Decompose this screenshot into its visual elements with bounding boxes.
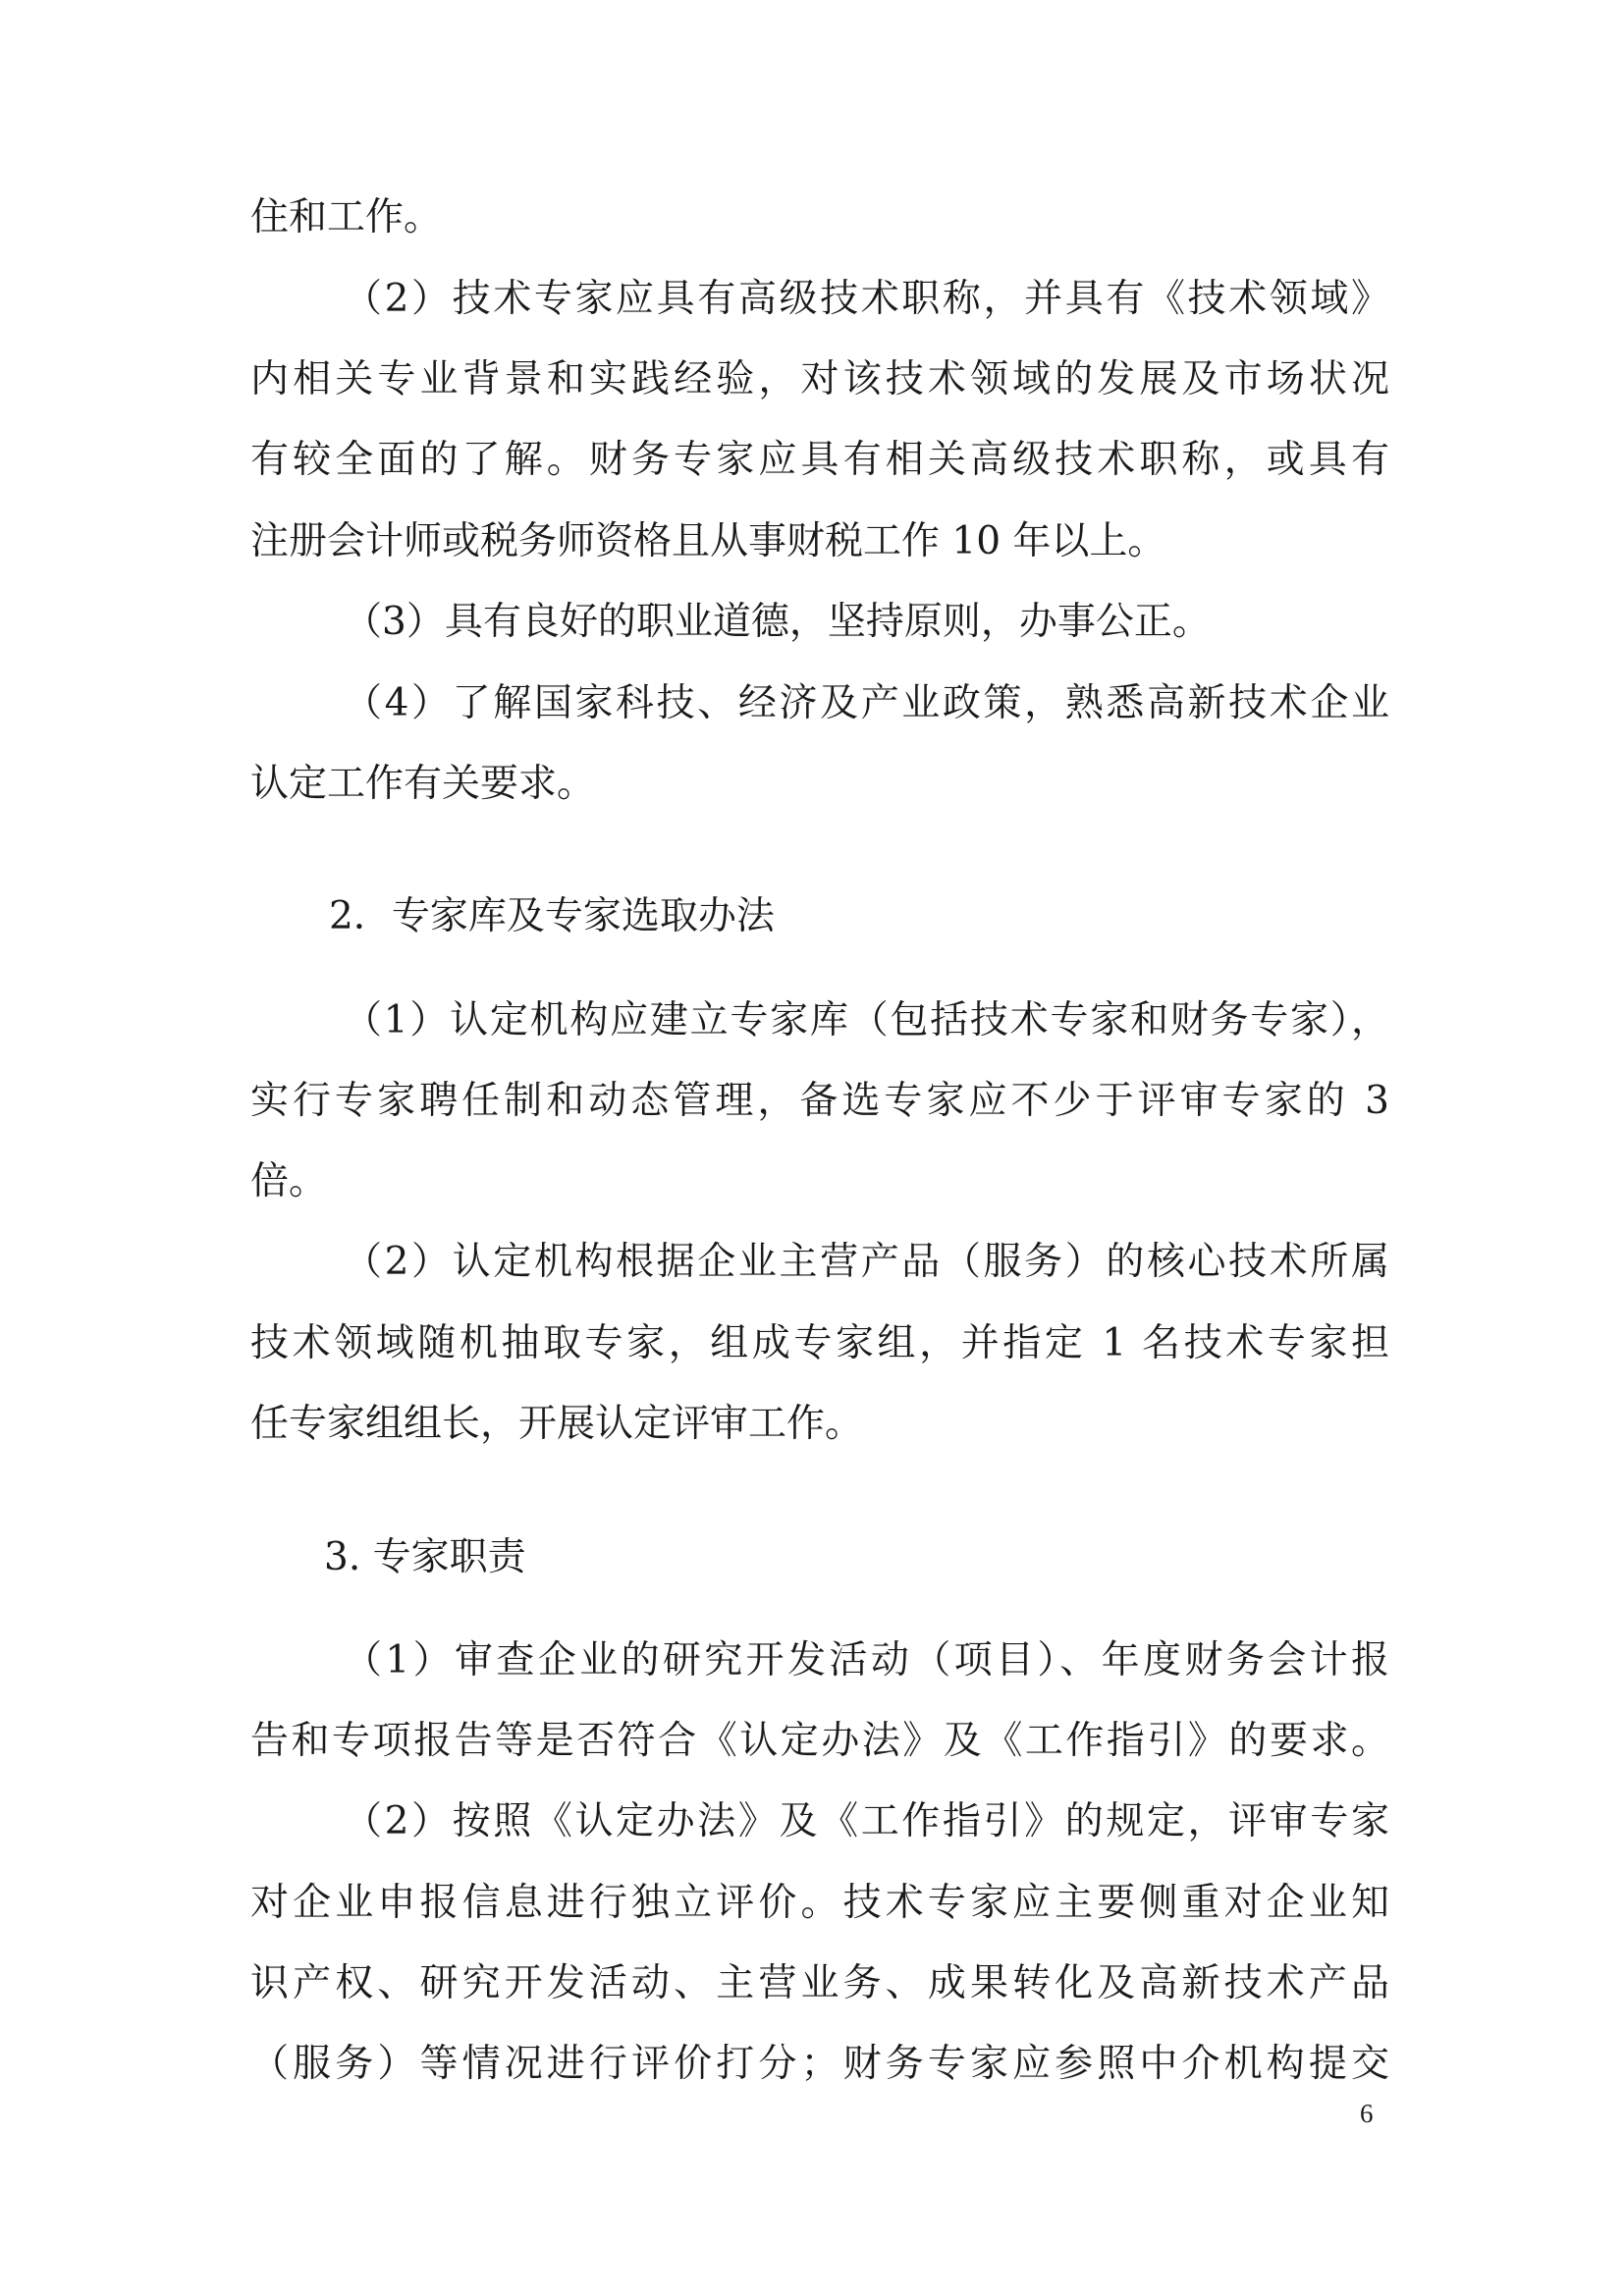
section-heading: 3. 专家职责 [324, 1535, 526, 1579]
text-line: （1）审查企业的研究开发活动（项目）、年度财务会计报 [344, 1638, 1389, 1682]
text-line: 住和工作。 [250, 195, 443, 240]
text-line: （2）技术专家应具有高级技术职称，并具有《技术领域》 [344, 277, 1389, 321]
text-line: （服务）等情况进行评价打分；财务专家应参照中介机构提交 [250, 2042, 1389, 2086]
text-line: 任专家组组长，开展认定评审工作。 [250, 1402, 864, 1446]
section-heading: 2．专家库及专家选取办法 [329, 894, 775, 938]
text-line: （4）了解国家科技、经济及产业政策，熟悉高新技术企业 [344, 681, 1389, 725]
text-line: 识产权、研究开发活动、主营业务、成果转化及高新技术产品 [250, 1961, 1389, 2005]
text-line: （2）认定机构根据企业主营产品（服务）的核心技术所属 [344, 1240, 1389, 1284]
text-line: 注册会计师或税务师资格且从事财税工作 10 年以上。 [250, 519, 1166, 563]
text-line: （1）认定机构应建立专家库（包括技术专家和财务专家）， [344, 998, 1389, 1042]
text-line: 有较全面的了解。财务专家应具有相关高级技术职称，或具有 [250, 438, 1389, 482]
text-line: 认定工作有关要求。 [250, 762, 596, 806]
text-line: （3）具有良好的职业道德，坚持原则，办事公正。 [344, 600, 1211, 644]
text-line: 技术领域随机抽取专家，组成专家组，并指定 1 名技术专家担 [250, 1321, 1389, 1365]
page-number: 6 [1360, 2099, 1374, 2128]
text-line: 倍。 [250, 1159, 328, 1203]
text-line: （2）按照《认定办法》及《工作指引》的规定，评审专家 [344, 1799, 1389, 1843]
text-line: 告和专项报告等是否符合《认定办法》及《工作指引》的要求。 [250, 1719, 1389, 1763]
text-line: 对企业申报信息进行独立评价。技术专家应主要侧重对企业知 [250, 1881, 1389, 1925]
text-line: 实行专家聘任制和动态管理，备选专家应不少于评审专家的 3 [250, 1079, 1389, 1123]
text-line: 内相关专业背景和实践经验，对该技术领域的发展及市场状况 [250, 357, 1389, 401]
